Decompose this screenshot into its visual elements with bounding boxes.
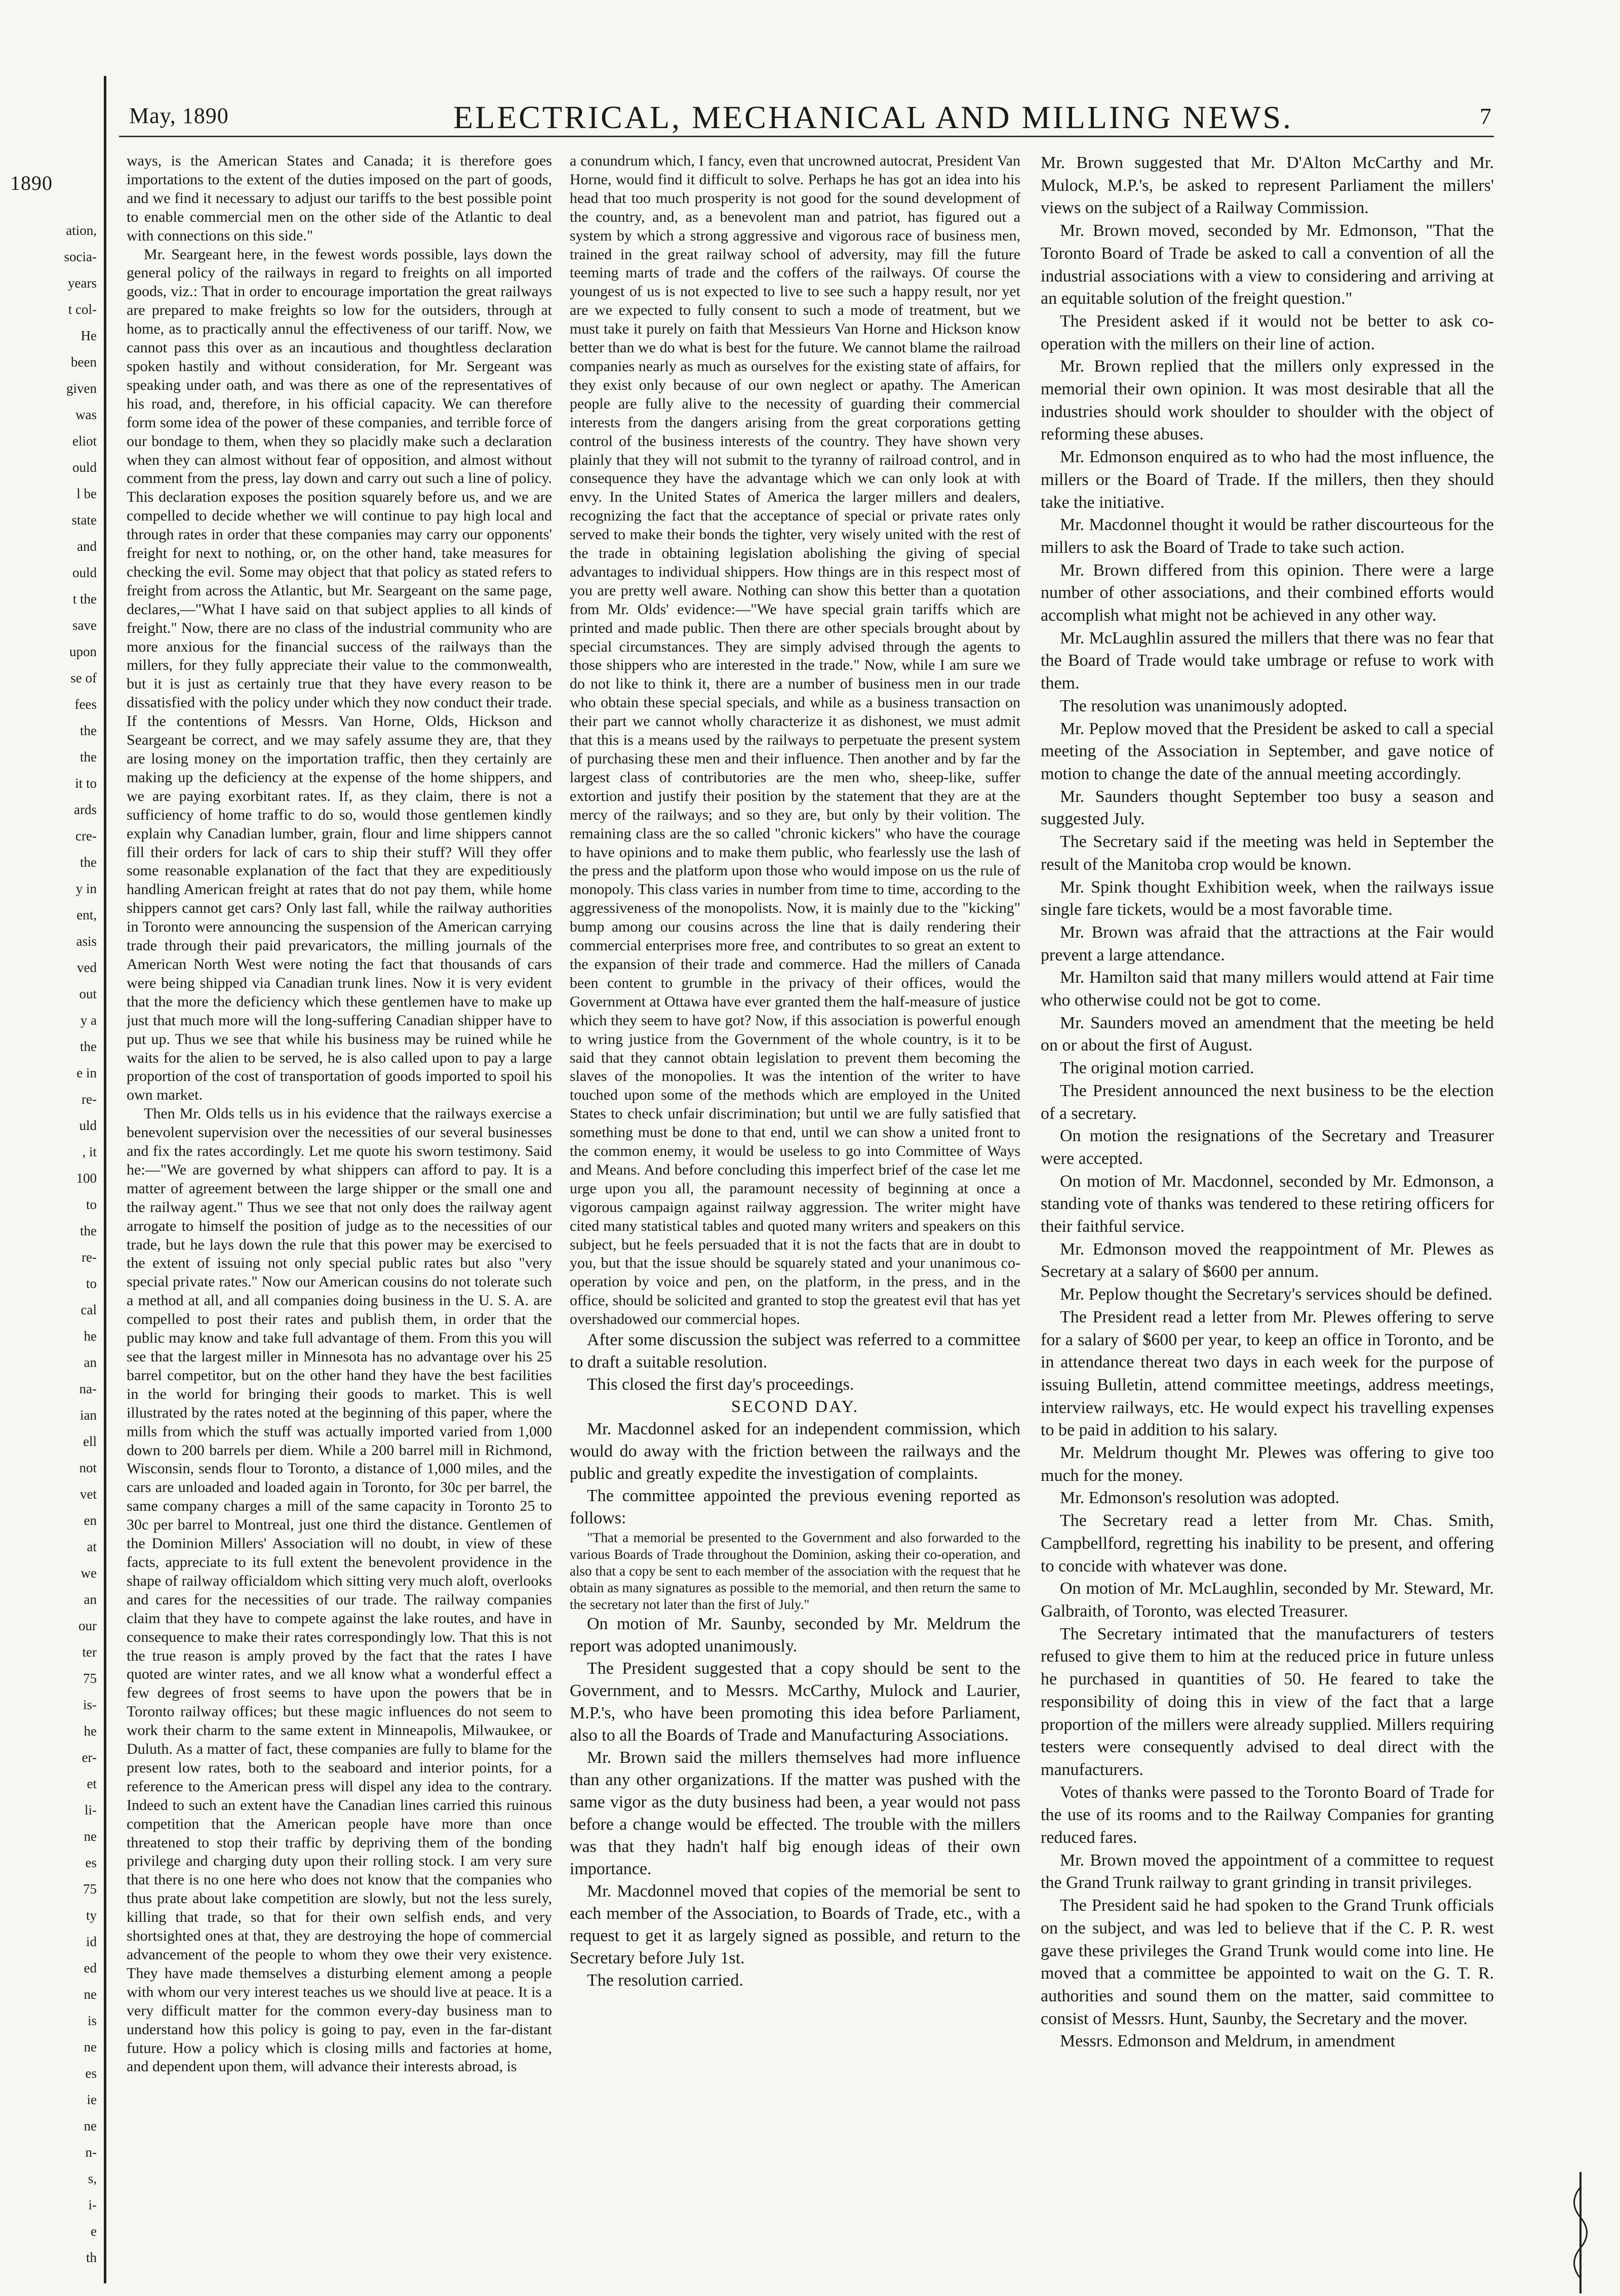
- column-1: [127, 152, 552, 2268]
- paragraph: Mr. Brown suggested that Mr. D'Alton McCarthy and Mr. Mulock, M.P.'s, be asked to represent Parliament the millers' views on the subject of a Railway Commission.: [1041, 153, 1494, 218]
- paragraph: Then Mr. Olds tells us in his evidence that the railways exercise a benevolent supervision over the necessities of our several businesses and fix the rates accordingly. Let me quote his sworn testimony. Said he:—"We are governed by what shippers can afford to pay. It is a matter of agreement between the large shipper or the small one and the railway agent." Thus we see that not only does the railway agent arrogate to himself the position of judge as to the necessities of our trade, but he lays down the rule that this power may be exercised to the extent of issuing not only special public rates but also "very special private rates." Now our American cousins do not tolerate such a method at all, and all companies doing business in the U. S. A. are compelled to post their rates and publish them, in order that the public may know and take full advantage of them. From this you will see that the largest miller in Minnesota has no advantage over his 25 barrel competitor, but on the other hand they have the best facilities in the world for bringing their goods to market. This is well illustrated by the rates noted at the beginning of this paper, where the mills from which the stuff was actually imported varied from 1,000 down to 200 barrels per diem. While a 200 barrel mill in Richmond, Wisconsin, sends flour to Toronto, a distance of 1,000 miles, and the cars are unloaded and loaded again in Toronto, for 30c per barrel, the same company charges a mill of the same capacity in Toronto 25 to 30c per barrel to Montreal, just one third the distance. Gentlemen of the Dominion Millers' Association will no doubt, in view of these facts, appreciate to its full extent the benevolent providence in the shape of railway officialdom which sitting very much aloft, overlooks and cares for the necessities of our trade. The railway companies claim that they have to compete against the lake routes, and have in consequence to make their rates correspondingly low. That this is not the true reason is amply proved by the fact that the rates I have quoted are winter rates, and we all know what a wonderful effect a few degrees of frost seems to have upon the powers that be in Toronto railway offices; but these magic influences do not seem to work their charm to the same extent in Minneapolis, Milwaukee, or Duluth. As a matter of fact, these companies are fully to blame for the present low rates, both to the seaboard and interior points, for a reference to the American press will dispel any idea to the contrary. Indeed to such an extent have the Canadian lines carried this ruinous competition that the American people have more than once threatened to stop their traffic by depriving them of the bonding privilege and charging duty upon their rolling stock. I am very sure that there is no one here who does not know that the companies who thus prate about lake competition are slowly, but not the less surely, killing that trade, so that for their own selfish ends, and very shortsighted ones at that, they are destroying the hope of commercial advancement of the people to whom they owe their very existence. They have made themselves a disturbing element among a people with whom our very interest teaches us we should live at peace. It is a very difficult matter for the common every-day business man to understand how this policy is going to pay, even in the far-distant future. How a policy which is closing mills and factories at home, and dependent upon them, will advance their interests abroad, is: [127, 1105, 552, 2075]
- margin-ornament-icon: [1565, 2172, 1596, 2293]
- stub-word: save: [72, 618, 97, 633]
- stub-word: ter: [82, 1644, 97, 1660]
- stub-word: e: [91, 2224, 97, 2239]
- publication-title: ELECTRICAL, MECHANICAL AND MILLING NEWS.: [453, 99, 1293, 135]
- column-3: [1041, 152, 1494, 2268]
- stub-word: th: [86, 2250, 97, 2265]
- stub-word: y a: [80, 1013, 97, 1028]
- stub-word: at: [87, 1539, 97, 1554]
- paragraph: This closed the first day's proceedings.: [587, 1375, 854, 1394]
- paragraph: Mr. Edmonson moved the reappointment of Mr. Plewes as Secretary at a salary of $600 per annum.: [1041, 1239, 1494, 1281]
- stub-word: ie: [87, 2092, 97, 2107]
- paragraph: The committee appointed the previous evening reported as follows:: [570, 1486, 1020, 1528]
- stub-word: ards: [74, 802, 97, 817]
- stub-word: an: [84, 1355, 97, 1370]
- issue-date: May, 1890: [129, 103, 229, 128]
- stub-word: an: [84, 1592, 97, 1607]
- paragraph: Mr. Spink thought Exhibition week, when the railways issue single fare tickets, would be a most favorable time.: [1041, 877, 1494, 919]
- paragraph: Mr. Brown moved the appointment of a committee to request the Grand Trunk railway to grant grinding in transit privileges.: [1041, 1850, 1494, 1892]
- stub-word: the: [80, 723, 97, 738]
- paragraph: On motion of Mr. Saunby, seconded by Mr. Meldrum the report was adopted unanimously.: [570, 1615, 1020, 1656]
- stub-word: the: [80, 855, 97, 870]
- stub-word: ed: [84, 1960, 97, 1976]
- paragraph: Votes of thanks were passed to the Toronto Board of Trade for the use of its rooms and to the Railway Companies for granting reduced fares.: [1041, 1783, 1494, 1847]
- stub-word: 75: [83, 1881, 97, 1897]
- stub-word: ty: [86, 1908, 97, 1923]
- paragraph: On motion of Mr. McLaughlin, seconded by Mr. Steward, Mr. Galbraith, of Toronto, was elected Treasurer.: [1041, 1579, 1494, 1621]
- stub-word: i-: [88, 2197, 97, 2212]
- stub-word: the: [80, 1223, 97, 1238]
- paragraph: After some discussion the subject was referred to a committee to draft a suitable resolution.: [570, 1331, 1020, 1372]
- column-2: [570, 152, 1020, 2268]
- stub-word: is: [87, 2013, 97, 2028]
- paragraph: Mr. Peplow thought the Secretary's services should be defined.: [1060, 1285, 1493, 1304]
- stub-word: ent,: [76, 907, 97, 922]
- paragraph: Mr. Seargeant here, in the fewest words possible, lays down the general policy of the railways in regard to freights on all imported goods, viz.: That in order to encourage importation the great railways are prepared to make freights so low for the outsiders, through at home, as to practically annul the effectiveness of our tariff. Now, we cannot pass this over as an incautious and thoughtless declaration spoken hastily and without consideration, for Mr. Sergeant was speaking under oath, and was there as one of the representatives of his road, and, therefore, in his official capacity. We can therefore form some idea of the power of these companies, and terrible force of our bondage to them, when they so placidly make such a declaration when they can almost without fear of opposition, and almost without comment from the press, lay down and carry out such a line of policy. This declaration exposes the position squarely before us, and we are compelled to decide whether we will continue to pay high local and through rates in order that these companies may carry our opponents' freight for next to nothing, or, on the other hand, take measures for checking the evil. Some may object that that policy as stated refers to freight from across the Atlantic, but Mr. Seargeant on the same page, declares,—"What I have said on that subject applies to all kinds of freight." Now, there are no class of the industrial community who are more anxious for the financial success of the railways than the millers, for they fully appreciate their value to the commonwealth, but it is just as certainly true that they have every reason to be dissatisfied with the policy under which they now conduct their trade. If the contentions of Messrs. Van Horne, Olds, Hickson and Seargeant be correct, and we may safely assume they are, that they are losing money on the importation traffic, then they certainly are making up the deficiency at the expense of the home shippers, and we are paying exorbitant rates. If, as they claim, there is not a sufficiency of home traffic to do so, would those gentlemen kindly explain why Canadian lumber, grain, flour and lime shippers cannot fill their orders for lack of cars to ship their stuff? Will they offer some reasonable explanation of the fact that they are expeditiously handling American freight at rates that do not pay them, while home shippers cannot get cars? Only last fall, while the railway authorities in Toronto were announcing the suspension of the American carrying trade through their paid prevaricators, the milling journals of the American North West were noting the fact that thousands of cars were being shipped via Canadian trunk lines. Now it is very evident that the more the deficiency which these gentlemen have to make up just that much more will the long-suffering Canadian shipper have to put up. Thus we see that while his business may be ruined while he waits for the alien to be served, he is also called upon to pay a large proportion of the cost of transportation of goods imported to spoil his own market.: [127, 246, 552, 1104]
- stub-word: socia-: [64, 249, 97, 264]
- stub-word: to: [86, 1276, 97, 1291]
- header-rule: [119, 136, 1494, 137]
- stub-word: we: [81, 1565, 97, 1581]
- stub-word: vet: [80, 1486, 97, 1502]
- paragraph: Messrs. Edmonson and Meldrum, in amendment: [1060, 2032, 1395, 2051]
- stub-word: is-: [83, 1697, 97, 1712]
- stub-word: fees: [74, 697, 97, 712]
- paragraph: On motion of Mr. Macdonnel, seconded by Mr. Edmonson, a standing vote of thanks was tendered to these retiring officers for their faithful service.: [1041, 1172, 1494, 1236]
- stub-word: ell: [83, 1434, 97, 1449]
- stub-word: out: [79, 986, 97, 1001]
- stub-word: the: [80, 1039, 97, 1054]
- stub-word: li-: [85, 1802, 97, 1818]
- paragraph: The original motion carried.: [1060, 1059, 1254, 1078]
- stub-word: l be: [76, 486, 97, 501]
- stub-word: es: [85, 2066, 97, 2081]
- paragraph: Mr. Saunders thought September too busy a season and suggested July.: [1041, 787, 1494, 829]
- stub-word: ne: [84, 2118, 97, 2133]
- paragraph: The resolution carried.: [587, 1971, 743, 1990]
- previous-page-stub: [0, 76, 106, 2283]
- stub-word: ved: [77, 960, 97, 975]
- stub-word: ould: [72, 460, 97, 475]
- stub-word: , it: [82, 1144, 97, 1159]
- stub-word: t the: [72, 591, 97, 607]
- paragraph: Mr. Brown said the millers themselves had more influence than any other organizations. If the matter was pushed with the same vigor as the duty business had been, a year would not pass before a change would be effected. The trouble with the millers was that they hadn't half big enough ideas of their own importance.: [570, 1748, 1020, 1879]
- stub-word: ne: [84, 2039, 97, 2055]
- stub-word: he: [84, 1723, 97, 1739]
- stub-word: er-: [82, 1750, 97, 1765]
- page-header: [129, 99, 1491, 139]
- paragraph: On motion the resignations of the Secretary and Treasurer were accepted.: [1041, 1126, 1494, 1168]
- stub-word: it to: [75, 776, 97, 791]
- paragraph: The President asked if it would not be better to ask co-operation with the millers on their line of action.: [1041, 311, 1494, 353]
- stub-word: not: [79, 1460, 97, 1475]
- paragraph: Mr. McLaughlin assured the millers that there was no fear that the Board of Trade would take umbrage or refuse to work with them.: [1041, 628, 1494, 693]
- section-heading: SECOND DAY.: [731, 1397, 859, 1417]
- stub-word: en: [84, 1513, 97, 1528]
- stub-word: y in: [75, 881, 97, 896]
- stub-word: he: [84, 1328, 97, 1344]
- paragraph: Mr. Brown moved, seconded by Mr. Edmonson, "That the Toronto Board of Trade be asked to call a convention of all the industrial associations with a view to considering and arriving at an equitable solution of the freight question.": [1041, 221, 1494, 308]
- paragraph: Mr. Saunders moved an amendment that the meeting be held on or about the first of August.: [1041, 1013, 1494, 1055]
- stub-word: and: [77, 539, 97, 554]
- paragraph: The President suggested that a copy should be sent to the Government, and to Messrs. McCarthy, Mulock and Laurier, M.P.'s, who have been promoting this idea before Parliament, also to all the Boards of Trade and Manufacturing Associations.: [570, 1659, 1020, 1745]
- paragraph: a conundrum which, I fancy, even that uncrowned autocrat, President Van Horne, would find it difficult to solve. Perhaps he has got an idea into his head that too much prosperity is not good for the sound development of the country, and, as a benevolent man and patriot, has figured out a system by which a strong aggressive and vigorous race of business men, trained in the great railway school of adversity, may fill the future teeming marts of trade and the coffers of the railways. Of course the youngest of us is not expected to live to see such a happy result, nor yet are we expected to fully consent to such a mode of treatment, but we must take it purely on faith that Messieurs Van Horne and Hickson know better than we do what is best for the future. We cannot blame the railroad companies nearly as much as ourselves for the existing state of affairs, for they exist only because of our own neglect or apathy. The American people are fully alive to the necessity of guarding their commercial interests from the dangers arising from the great corporations getting control of the business interests of the country. They have shown very plainly that they will not submit to the tyranny of railroad control, and in consequence they have the advantage which we can only look at with envy. In the United States of America the larger millers and dealers, recognizing the fact that the acceptance of special or private rates only served to make their bonds the tighter, very wisely united with the rest of the trade in obtaining legislation abolishing the giving of special advantages to individual shippers. How things are in this respect most of you are pretty well aware. Nothing can show this better than a quotation from Mr. Olds' evidence:—"We have special grain tariffs which are printed and made public. Then there are other specials brought about by special circumstances. They are simply advised through the agents to those shippers who are interested in the trade." Now, while I am sure we do not like to think it, there are a number of business men in our trade who obtain these special specials, and while as a business transaction on their part we cannot wholly characterize it as dishonest, we must admit that this is a means used by the railways to perpetuate the present system of purchasing these men and their influence. Then another and by far the largest class of contributories are the men who, sheep-like, suffer extortion and justify their position by the statement that they are at the mercy of the railways; and so they are, but only by their volition. The remaining class are the so called "chronic kickers" who have the courage to have opinions and to make them public, who fearlessly use the lash of the press and the platform upon those who would impose on us the rule of monopoly. This class varies in number from time to time, according to the aggressiveness of the monopolists. Now, it is mainly due to the "kicking" bump among our cousins across the line that is daily rendering their commercial enterprises more free, and contributes to so great an extent to the expansion of their trade and commerce. Had the millers of Canada been content to grumble in the privacy of their offices, would the Government at Ottawa have ever granted them the half-measure of justice which they seem to have got? Now, if this association is powerful enough to wring justice from the Government of the whole country, is it to be said that they cannot obtain legislation to prevent them becoming the slaves of the monopolies. It was the intention of the writer to have touched upon some of the methods which are employed in the United States to check unfair discrimination; but until we are fully satisfied that something must be done to that end, until we can show a united front to the common enemy, it would be useless to go into Committee of Ways and Means. And before concluding this imperfect brief of the case let me urge upon you all, the paramount necessity of beginning at once a vigorous campaign against railway aggression. The writer might have cited many statistical tables and quoted many writers and speakers on this subject, but he feels persuaded that it is not the facts that are in doubt to you, but that the issue should be squarely stated and your unanimous co-operation by voice and pen, on the platform, in the press, and in the office, should be solicited and granted to stop the greatest evil that has yet overshadowed our commercial hopes.: [570, 152, 1020, 1328]
- stub-word: ne: [84, 1829, 97, 1844]
- stub-word: to: [86, 1197, 97, 1212]
- paragraph: The Secretary said if the meeting was held in September the result of the Manitoba crop would be known.: [1041, 832, 1494, 874]
- stub-word: been: [71, 354, 97, 370]
- stub-year: 1890: [10, 172, 53, 194]
- stub-word: re-: [82, 1250, 97, 1265]
- stub-word: was: [75, 407, 97, 422]
- stub-word: na-: [79, 1381, 97, 1396]
- stub-word: cre-: [75, 828, 97, 843]
- stub-word: se of: [70, 670, 97, 686]
- stub-word: cal: [81, 1302, 97, 1317]
- stub-word: upon: [69, 644, 97, 659]
- paragraph: The resolution was unanimously adopted.: [1060, 696, 1348, 715]
- stub-word: ation,: [66, 223, 97, 238]
- paragraph: Mr. Edmonson enquired as to who had the most influence, the millers or the Board of Trade. If the millers, then they should take the initiative.: [1041, 448, 1494, 512]
- paragraph: The President read a letter from Mr. Plewes offering to serve for a salary of $600 per year, to keep an office in Toronto, and be in attendance thereat two days in each week for the purpose of issuing Bulletin, attend committee meetings, address meetings, interview railways, etc. He would expect his travelling expenses to be paid in addition to his salary.: [1041, 1307, 1494, 1440]
- paragraph: Mr. Hamilton said that many millers would attend at Fair time who otherwise could not be got to come.: [1041, 968, 1494, 1010]
- stub-word: state: [71, 512, 97, 528]
- page-number: 7: [1480, 103, 1491, 129]
- paragraph: Mr. Brown replied that the millers only expressed in the memorial their own opinion. It was most desirable that all the industries should work shoulder to shoulder with the object of reforming these abuses.: [1041, 357, 1494, 444]
- paragraph: The President said he had spoken to the Grand Trunk officials on the subject, and was led to believe that if the C. P. R. west gave these privileges the Grand Trunk would come into line. He moved that a committee be appointed to wait on the G. T. R. authorities and sound them on the matter, said committee to consist of Messrs. Hunt, Saunby, the Secretary and the mover.: [1041, 1896, 1494, 2028]
- stub-word: n-: [85, 2145, 97, 2160]
- stub-word: re-: [82, 1092, 97, 1107]
- stub-word: t col-: [68, 302, 97, 317]
- stub-word: id: [86, 1934, 97, 1949]
- stub-word: e in: [76, 1065, 97, 1080]
- stub-word: es: [85, 1855, 97, 1870]
- stub-word: uld: [79, 1118, 97, 1133]
- paragraph: Mr. Macdonnel thought it would be rather discourteous for the millers to ask the Board of Trade to take such action.: [1041, 515, 1494, 557]
- stub-word: ne: [84, 1987, 97, 2002]
- quoted-resolution: "That a memorial be presented to the Government and also forwarded to the various Boards of Trade throughout the Dominion, asking their co-operation, and also that a copy be sent to each member of the association with the request that he obtain as many signatures as possible to the memorial, and then return the same to the secretary not later than the first of July.": [570, 1530, 1020, 1613]
- paragraph: Mr. Edmonson's resolution was adopted.: [1060, 1488, 1339, 1508]
- stub-word: eliot: [72, 433, 97, 449]
- paragraph: ways, is the American States and Canada; it is therefore goes importations to the extent of the duties imposed on the part of goods, and we find it necessary to adjust our tariffs to the best possible point to enable commercial men on the other side of the Atlantic to deal with connections on this side.": [127, 152, 552, 244]
- stub-word: ian: [80, 1407, 97, 1423]
- stub-word: s,: [88, 2171, 97, 2186]
- stub-word: 75: [83, 1671, 97, 1686]
- paragraph: The Secretary intimated that the manufacturers of testers refused to give them to him at the reduced price in future unless he purchased in quantities of 50. He feared to take the responsibility of doing this in view of the fact that a large proportion of the millers were already supplied. Millers requiring testers were consequently advised to deal direct with the manufacturers.: [1041, 1624, 1494, 1779]
- stub-word: years: [68, 275, 97, 291]
- stub-word: et: [87, 1776, 97, 1791]
- paragraph: Mr. Meldrum thought Mr. Plewes was offering to give too much for the money.: [1041, 1443, 1494, 1485]
- paragraph: Mr. Brown differed from this opinion. There were a large number of other associations, and their combined efforts would accomplish what might not be achieved in any other way.: [1041, 560, 1494, 625]
- paragraph: Mr. Macdonnel asked for an independent commission, which would do away with the friction between the railways and the public and greatly expedite the investigation of complaints.: [570, 1420, 1020, 1483]
- stub-word: 100: [76, 1171, 97, 1186]
- paragraph: The Secretary read a letter from Mr. Chas. Smith, Campbellford, regretting his inability to be present, and offering to concide with whatever was done.: [1041, 1511, 1494, 1576]
- stub-word: given: [66, 381, 97, 396]
- stub-word: ould: [72, 565, 97, 580]
- paragraph: Mr. Macdonnel moved that copies of the memorial be sent to each member of the Association, to Boards of Trade, etc., with a request to get it as largely signed as possible, and return to the Secretary before July 1st.: [570, 1882, 1020, 1968]
- stub-word: our: [78, 1618, 97, 1633]
- stub-word: He: [81, 328, 97, 343]
- stub-word: asis: [76, 934, 97, 949]
- stub-word: the: [80, 749, 97, 764]
- paragraph: Mr. Peplow moved that the President be asked to call a special meeting of the Association in September, and gave notice of motion to change the date of the annual meeting accordingly.: [1041, 719, 1494, 783]
- paragraph: The President announced the next business to be the election of a secretary.: [1041, 1081, 1494, 1123]
- paragraph: Mr. Brown was afraid that the attractions at the Fair would prevent a large attendance.: [1041, 922, 1494, 964]
